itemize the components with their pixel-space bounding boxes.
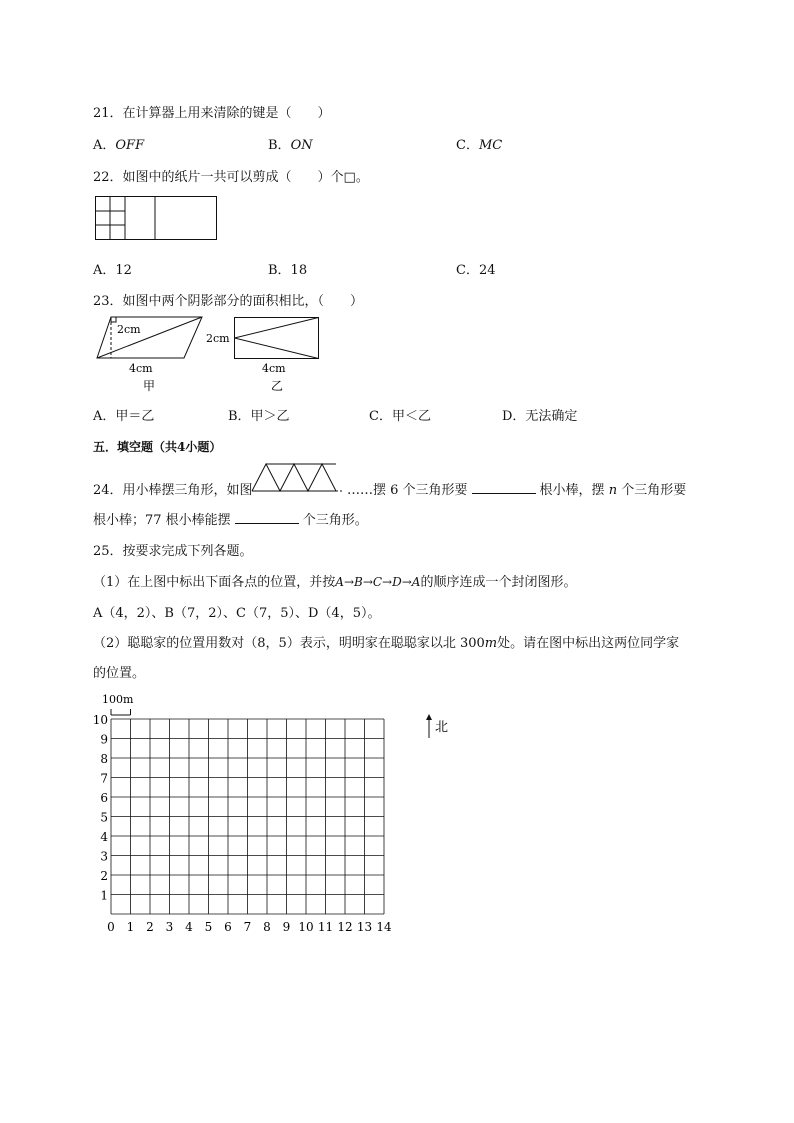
jia-height-label: 2cm: [117, 323, 141, 336]
x-tick-label: 9: [282, 920, 291, 934]
q21-option-a[interactable]: [93, 134, 144, 153]
q21-option-b[interactable]: [268, 134, 313, 153]
q25-p1-text: （1）在上图中标出下面各点的位置，并按: [93, 575, 336, 590]
q25-stem: 25．按要求完成下列各题。: [93, 544, 253, 559]
y-tick-label: 8: [100, 752, 108, 766]
x-axis-labels: [107, 920, 392, 934]
y-tick-label: 7: [100, 771, 108, 786]
option-letter: C．: [456, 138, 479, 153]
x-tick-label: 12: [337, 920, 353, 934]
grid-lines: [111, 719, 384, 914]
x-tick-label: 13: [356, 920, 373, 934]
jia-base-label: 4cm: [129, 362, 153, 375]
y-tick-label: 10: [92, 713, 108, 727]
x-tick-label: 6: [224, 920, 232, 934]
x-tick-label: 8: [263, 920, 271, 934]
q25-p1-tail: 的顺序连成一个封闭图形。: [420, 575, 577, 590]
yi-base-label: 4cm: [262, 362, 286, 375]
q24-part3: 根小棒，摆: [539, 483, 605, 498]
q23-figure-jia: [93, 312, 205, 394]
q25-p2-b: 处。请在图中标出这两位同学家: [497, 636, 680, 651]
answer-blank-2[interactable]: [235, 511, 299, 524]
q23-option-a[interactable]: A．甲＝乙: [93, 409, 155, 424]
north-label: 北: [435, 720, 449, 735]
q25-part2-line2: 的位置。: [93, 666, 146, 681]
q24-n: n: [608, 483, 618, 498]
x-tick-label: 7: [243, 920, 252, 934]
q22-stem: 22．如图中的纸片一共可以剪成（ ）个□。: [93, 170, 369, 185]
x-tick-label: 1: [126, 920, 135, 934]
y-tick-label: 2: [100, 869, 108, 883]
q21-stem: 21．在计算器上用来清除的键是（ ）: [93, 106, 331, 121]
q24-line1-rest: [347, 479, 686, 498]
x-tick-label: 5: [204, 920, 213, 934]
q23-option-d[interactable]: D．无法确定: [502, 409, 578, 424]
x-tick-label: 14: [376, 920, 392, 934]
q24-line2a: 根小棒；77 根小棒能摆: [93, 513, 231, 528]
y-tick-label: 9: [100, 732, 108, 747]
q25-p2-a: （2）聪聪家的位置用数对（8，5）表示，明明家在聪聪家以北 300: [93, 636, 485, 651]
yi-height-label: 2cm: [206, 332, 230, 345]
stick-triangles-figure: [250, 462, 346, 494]
y-tick-label: 3: [100, 849, 108, 864]
north-arrow-icon: [426, 714, 432, 738]
x-tick-label: 3: [165, 920, 174, 934]
option-value: MC: [478, 138, 503, 153]
y-tick-label: 6: [100, 791, 108, 805]
q24-line1: [93, 479, 253, 498]
q22-option-c[interactable]: C．24: [456, 263, 496, 278]
q24-line2b: 个三角形。: [302, 513, 368, 528]
x-tick-label: 10: [298, 920, 314, 934]
q22-paper-figure: [95, 196, 219, 242]
q23-option-c[interactable]: C．甲＜乙: [369, 409, 431, 424]
coordinate-grid[interactable]: [85, 690, 465, 940]
jia-name-label: 甲: [143, 379, 156, 393]
q24-line2: [93, 509, 368, 528]
x-tick-label: 2: [146, 920, 154, 934]
q25-part1: [93, 571, 576, 590]
y-tick-label: 1: [100, 888, 108, 903]
option-letter: B．: [268, 138, 291, 153]
option-value: OFF: [115, 138, 145, 153]
yi-name-label: 乙: [271, 379, 284, 393]
option-value: ON: [290, 138, 313, 153]
x-tick-label: 0: [107, 920, 115, 934]
option-letter: A．: [93, 138, 116, 153]
section-title: 五．填空题（共4小题）: [93, 440, 222, 454]
q23-stem: 23．如图中两个阴影部分的面积相比，（ ）: [93, 294, 364, 309]
x-tick-label: 11: [317, 920, 334, 934]
y-tick-label: 4: [100, 830, 108, 844]
q25-points: A（4，2）、B（7，2）、C（7，5）、D（4，5）。: [93, 606, 381, 621]
q24-part4: 个三角形要: [621, 483, 687, 498]
q23-option-b[interactable]: B．甲＞乙: [228, 409, 290, 424]
q22-option-a[interactable]: A．12: [93, 263, 132, 278]
q25-p1-path: A→B→C→D→A: [335, 575, 421, 589]
q21-option-c[interactable]: [456, 134, 502, 153]
answer-blank-1[interactable]: [472, 481, 536, 494]
y-tick-label: 5: [100, 810, 108, 825]
q24-part1: 24．用小棒摆三角形，如图: [93, 483, 253, 498]
q25-part2-line1: [93, 632, 679, 651]
q23-figure-yi: [205, 312, 323, 394]
q22-option-b[interactable]: B．18: [268, 263, 308, 278]
scale-label: 100m: [102, 693, 134, 706]
q24-part2: ……摆 6 个三角形要: [347, 483, 468, 498]
q25-p2-unit: m: [484, 636, 498, 651]
x-tick-label: 4: [185, 920, 193, 934]
y-axis-labels: [93, 713, 109, 903]
